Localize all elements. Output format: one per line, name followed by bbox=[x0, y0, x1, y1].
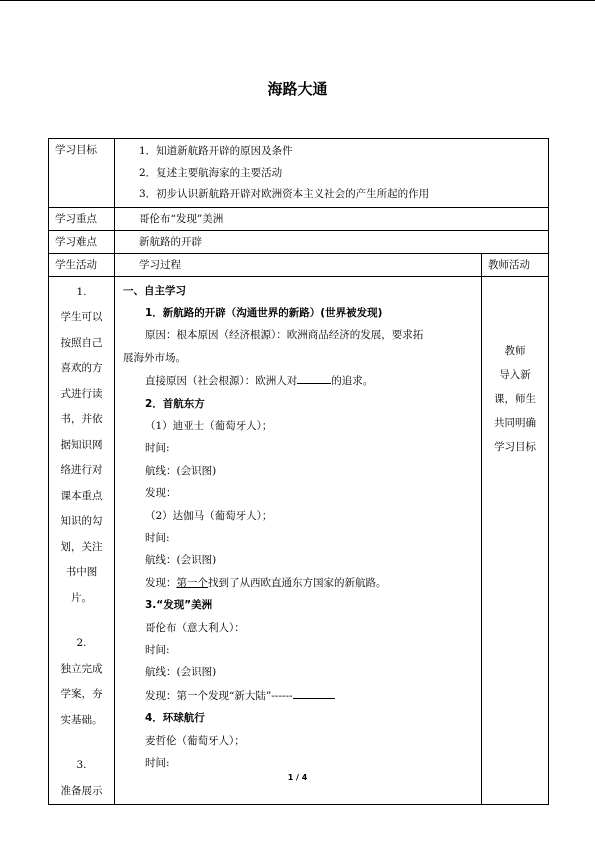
key-value: 哥伦布“发现”美洲 bbox=[115, 207, 549, 230]
goal-item: 1．知道新航路开辟的原因及条件 bbox=[139, 145, 293, 157]
student-activity-cell bbox=[49, 276, 115, 805]
key-row bbox=[49, 207, 549, 230]
goal-item: 3．初步认识新航路开辟对欧洲资本主义社会的产生所起的作用 bbox=[139, 188, 430, 200]
difficulty-label: 学习难点 bbox=[49, 230, 115, 253]
goal-item: 2．复述主要航海家的主要活动 bbox=[139, 166, 283, 179]
difficulty-value: 新航路的开辟 bbox=[115, 230, 549, 253]
page-number: 1 / 4 bbox=[287, 773, 308, 782]
page-title: 海路大通 bbox=[267, 80, 328, 98]
student-activity-2: 2. 独立完成 学案，夯 实基础。 bbox=[60, 637, 103, 726]
lesson-table bbox=[48, 138, 549, 805]
fill-blank[interactable] bbox=[297, 369, 331, 384]
goals-label: 学习目标 bbox=[49, 139, 115, 208]
subsection-heading: 4．环球航行 bbox=[145, 712, 205, 725]
key-label: 学习重点 bbox=[49, 207, 115, 230]
teacher-activity-header: 教师活动 bbox=[482, 253, 549, 276]
header-row bbox=[49, 253, 549, 276]
fill-blank[interactable] bbox=[293, 684, 335, 699]
content-row bbox=[49, 276, 549, 805]
subsection-heading: 2．首航东方 bbox=[145, 397, 205, 410]
difficulty-row bbox=[49, 230, 549, 253]
teacher-activity-cell: 教师 导入新 课，师生 共同明确 学习目标 bbox=[482, 276, 549, 805]
subsection-heading: 3.“发现”美洲 bbox=[145, 599, 213, 612]
learning-process-cell: 一、自主学习 1．新航路的开辟（沟通世界的新路）(世界被发现) 原因：根本原因（经济根源）：欧洲商品经济的发展，要求拓 展海外市场。 直接原因（社会根源）：欧洲人对 的追求。 2．首航东方 （1）迪亚士（葡萄牙人）； 时间: 航线：(会识图) 发现： （2）达伽马（葡萄牙人）； 时间: 航线：(会识图) 发现：第一个找到了从西欧直通东方国家的新航路。 3.“发现”美洲 哥伦布（意大利人）： 时间: 航线：(会识图) 发现：第一个发现“新大陆”------ 4．环球航行 麦哲伦（葡萄牙人）； 时间: bbox=[115, 276, 482, 805]
subsection-heading: 1．新航路的开辟（沟通世界的新路）(世界被发现) bbox=[145, 306, 383, 319]
student-activity-1: 1. 学生可以 按照自己 喜欢的方 式进行读 书，并依 据知识网 络进行对 课本重点 知识的勾 划，关注 书中图 片。 bbox=[60, 285, 103, 604]
student-activity-header: 学生活动 bbox=[49, 253, 115, 276]
section-heading: 一、自主学习 bbox=[123, 284, 186, 297]
goals-row bbox=[49, 139, 549, 208]
process-header: 学习过程 bbox=[115, 253, 482, 276]
top-rule bbox=[0, 0, 595, 1]
goals-list bbox=[115, 139, 549, 208]
student-activity-3: 3. 准备展示 bbox=[60, 759, 103, 797]
